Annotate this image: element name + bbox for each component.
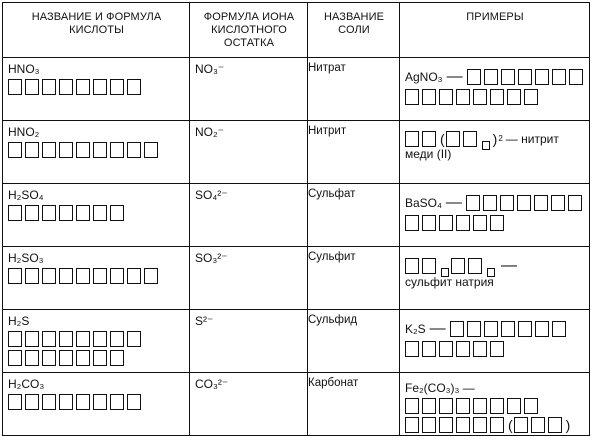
ion-cell — [190, 247, 308, 310]
answer-box[interactable] — [518, 69, 532, 85]
answer-boxes[interactable] — [451, 258, 485, 274]
answer-box[interactable] — [8, 350, 22, 366]
answer-box[interactable] — [25, 350, 39, 366]
subscript-box[interactable] — [441, 268, 449, 277]
acid-cell — [3, 310, 190, 373]
answer-box[interactable] — [552, 321, 566, 337]
answer-boxes[interactable] — [467, 69, 586, 85]
table-row — [3, 373, 590, 436]
answer-box[interactable] — [484, 69, 498, 85]
ion-cell — [190, 310, 308, 373]
answer-box[interactable] — [548, 417, 562, 433]
answer-boxes[interactable] — [8, 79, 185, 95]
answer-box[interactable] — [405, 417, 419, 433]
answer-boxes[interactable] — [405, 398, 585, 414]
answer-box[interactable] — [127, 79, 141, 95]
answer-box[interactable] — [468, 258, 482, 274]
answer-box[interactable] — [76, 331, 90, 347]
answer-box[interactable] — [93, 394, 107, 410]
answer-box[interactable] — [439, 341, 453, 357]
answer-box[interactable] — [8, 142, 22, 158]
answer-box[interactable] — [127, 394, 141, 410]
acid-salt-table — [2, 2, 590, 436]
answer-box[interactable] — [110, 268, 124, 284]
answer-box[interactable] — [422, 258, 436, 274]
answer-box[interactable] — [8, 268, 22, 284]
answer-box[interactable] — [450, 321, 464, 337]
answer-box[interactable] — [127, 331, 141, 347]
acid-cell — [3, 184, 190, 247]
answer-box[interactable] — [25, 331, 39, 347]
answer-box[interactable] — [490, 89, 504, 105]
answer-box[interactable] — [500, 195, 514, 211]
answer-box[interactable] — [76, 205, 90, 221]
salt-name: Карбонат — [308, 373, 400, 436]
answer-boxes[interactable] — [405, 215, 585, 231]
answer-box[interactable] — [405, 398, 419, 414]
answer-box[interactable] — [490, 417, 504, 433]
answer-box[interactable] — [467, 69, 481, 85]
answer-box[interactable] — [439, 398, 453, 414]
answer-box[interactable] — [456, 417, 470, 433]
acid-formula: H₂S — [8, 314, 30, 328]
answer-box[interactable] — [93, 350, 107, 366]
answer-box[interactable] — [501, 69, 515, 85]
answer-box[interactable] — [42, 205, 56, 221]
ion-cell — [190, 58, 308, 121]
answer-box[interactable] — [110, 205, 124, 221]
answer-box[interactable] — [93, 331, 107, 347]
acid-cell — [3, 373, 190, 436]
answer-box[interactable] — [59, 394, 73, 410]
ion-formula: SO₃²⁻ — [195, 251, 228, 265]
answer-box[interactable] — [524, 398, 538, 414]
answer-box[interactable] — [518, 321, 532, 337]
answer-boxes[interactable] — [8, 350, 185, 366]
ion-cell — [190, 373, 308, 436]
answer-box[interactable] — [110, 142, 124, 158]
answer-box[interactable] — [531, 417, 545, 433]
answer-box[interactable] — [76, 394, 90, 410]
answer-box[interactable] — [76, 79, 90, 95]
example-formula: BaSO₄ — [405, 196, 442, 210]
answer-box[interactable] — [405, 89, 419, 105]
salt-name: Нитрит — [308, 121, 400, 184]
acid-cell — [3, 121, 190, 184]
answer-box[interactable] — [467, 321, 481, 337]
answer-boxes[interactable] — [405, 417, 507, 433]
acid-formula: HNO₂ — [8, 125, 40, 139]
answer-boxes[interactable] — [514, 417, 565, 433]
answer-boxes[interactable] — [8, 394, 185, 410]
answer-box[interactable] — [446, 131, 460, 147]
ion-cell — [190, 184, 308, 247]
acid-formula: HNO₃ — [8, 62, 40, 76]
acid-formula: H₂SO₃ — [8, 251, 44, 265]
example-formula: Fe₂(CO₃)₃ — — [405, 381, 475, 395]
answer-box[interactable] — [451, 258, 465, 274]
answer-boxes[interactable] — [405, 131, 439, 147]
answer-box[interactable] — [25, 79, 39, 95]
ion-formula: S²⁻ — [195, 314, 214, 328]
salt-name: Сульфат — [308, 184, 400, 247]
answer-box[interactable] — [551, 195, 565, 211]
answer-boxes[interactable] — [450, 321, 569, 337]
answer-box[interactable] — [76, 268, 90, 284]
answer-box[interactable] — [8, 394, 22, 410]
answer-boxes[interactable] — [8, 331, 185, 347]
answer-box[interactable] — [42, 394, 56, 410]
answer-box[interactable] — [439, 417, 453, 433]
example-cell: AgNO₃ — — [400, 58, 590, 121]
answer-box[interactable] — [93, 79, 107, 95]
answer-box[interactable] — [552, 69, 566, 85]
answer-box[interactable] — [507, 89, 521, 105]
answer-box[interactable] — [490, 215, 504, 231]
header-ion: ФОРМУЛА ИОНА КИСЛОТНОГО ОСТАТКА — [190, 3, 308, 58]
answer-box[interactable] — [405, 215, 419, 231]
answer-box[interactable] — [490, 341, 504, 357]
answer-box[interactable] — [439, 89, 453, 105]
answer-box[interactable] — [456, 341, 470, 357]
answer-box[interactable] — [534, 195, 548, 211]
answer-box[interactable] — [93, 268, 107, 284]
header-examples: ПРИМЕРЫ — [400, 3, 590, 58]
example-cell: K₂S — — [400, 310, 590, 373]
answer-box[interactable] — [59, 205, 73, 221]
answer-box[interactable] — [524, 89, 538, 105]
answer-box[interactable] — [25, 394, 39, 410]
example-cell: Fe₂(CO₃)₃ — ( ) — [400, 373, 590, 436]
answer-box[interactable] — [59, 268, 73, 284]
answer-box[interactable] — [535, 321, 549, 337]
table-row — [3, 247, 590, 310]
salt-name: Сульфид — [308, 310, 400, 373]
answer-boxes[interactable] — [405, 89, 585, 105]
answer-box[interactable] — [76, 142, 90, 158]
answer-box[interactable] — [59, 331, 73, 347]
answer-box[interactable] — [456, 215, 470, 231]
answer-box[interactable] — [42, 268, 56, 284]
answer-box[interactable] — [422, 131, 436, 147]
answer-box[interactable] — [456, 398, 470, 414]
answer-box[interactable] — [473, 398, 487, 414]
answer-box[interactable] — [8, 205, 22, 221]
answer-box[interactable] — [110, 350, 124, 366]
answer-box[interactable] — [507, 398, 521, 414]
answer-box[interactable] — [439, 215, 453, 231]
answer-boxes[interactable] — [446, 131, 480, 147]
answer-box[interactable] — [93, 142, 107, 158]
answer-box[interactable] — [517, 195, 531, 211]
answer-box[interactable] — [59, 142, 73, 158]
answer-box[interactable] — [514, 417, 528, 433]
answer-box[interactable] — [59, 350, 73, 366]
ion-formula: SO₄²⁻ — [195, 188, 228, 202]
answer-box[interactable] — [422, 398, 436, 414]
example-cell: ( ) 2 — нитрит меди (II) — [400, 121, 590, 184]
answer-box[interactable] — [8, 331, 22, 347]
answer-box[interactable] — [144, 142, 158, 158]
answer-box[interactable] — [144, 268, 158, 284]
answer-box[interactable] — [473, 417, 487, 433]
header-acid: НАЗВАНИЕ И ФОРМУЛА КИСЛОТЫ — [3, 3, 190, 58]
answer-box[interactable] — [405, 258, 419, 274]
answer-box[interactable] — [422, 341, 436, 357]
answer-box[interactable] — [110, 394, 124, 410]
answer-boxes[interactable] — [405, 341, 585, 357]
answer-box[interactable] — [8, 79, 22, 95]
ion-formula: NO₃⁻ — [195, 62, 225, 76]
answer-box[interactable] — [422, 89, 436, 105]
acid-cell — [3, 247, 190, 310]
answer-box[interactable] — [473, 89, 487, 105]
answer-box[interactable] — [76, 350, 90, 366]
answer-box[interactable] — [483, 195, 497, 211]
answer-box[interactable] — [25, 268, 39, 284]
ion-formula: CO₃²⁻ — [195, 377, 229, 391]
answer-box[interactable] — [42, 142, 56, 158]
answer-boxes[interactable] — [8, 142, 185, 158]
table-row — [3, 121, 590, 184]
example-cell: — сульфит натрия — [400, 247, 590, 310]
example-cell: BaSO₄ — — [400, 184, 590, 247]
table-row — [3, 184, 590, 247]
answer-box[interactable] — [25, 205, 39, 221]
answer-boxes[interactable] — [8, 268, 185, 284]
example-suffix: — нитрит — [505, 132, 559, 146]
table-row — [3, 58, 590, 121]
ion-formula: NO₂⁻ — [195, 125, 224, 139]
table-row — [3, 310, 590, 373]
answer-box[interactable] — [484, 321, 498, 337]
example-name: меди (II) — [405, 147, 452, 161]
answer-box[interactable] — [42, 350, 56, 366]
example-formula: K₂S — [405, 322, 426, 336]
answer-box[interactable] — [127, 268, 141, 284]
answer-box[interactable] — [93, 205, 107, 221]
salt-name: Сульфит — [308, 247, 400, 310]
answer-box[interactable] — [473, 341, 487, 357]
subscript-box[interactable] — [487, 268, 495, 277]
answer-box[interactable] — [422, 417, 436, 433]
answer-box[interactable] — [568, 195, 582, 211]
subscript-box[interactable] — [482, 141, 490, 150]
answer-box[interactable] — [110, 331, 124, 347]
answer-box[interactable] — [25, 142, 39, 158]
salt-name: Нитрат — [308, 58, 400, 121]
answer-box[interactable] — [127, 142, 141, 158]
answer-box[interactable] — [473, 215, 487, 231]
answer-box[interactable] — [59, 79, 73, 95]
answer-box[interactable] — [501, 321, 515, 337]
answer-box[interactable] — [535, 69, 549, 85]
acid-formula: H₂CO₃ — [8, 377, 45, 391]
answer-box[interactable] — [42, 331, 56, 347]
answer-box[interactable] — [422, 215, 436, 231]
answer-box[interactable] — [405, 131, 419, 147]
ion-cell — [190, 121, 308, 184]
acid-formula: H₂SO₄ — [8, 188, 44, 202]
answer-box[interactable] — [466, 195, 480, 211]
header-salt: НАЗВАНИЕ СОЛИ — [308, 3, 400, 58]
answer-box[interactable] — [456, 89, 470, 105]
example-name: сульфит натрия — [405, 275, 494, 289]
answer-box[interactable] — [405, 341, 419, 357]
answer-box[interactable] — [463, 131, 477, 147]
answer-box[interactable] — [490, 398, 504, 414]
answer-boxes[interactable] — [466, 195, 585, 211]
answer-boxes[interactable] — [8, 205, 185, 221]
example-formula: AgNO₃ — [405, 70, 443, 84]
answer-box[interactable] — [569, 69, 583, 85]
answer-box[interactable] — [42, 79, 56, 95]
answer-boxes[interactable] — [405, 258, 439, 274]
answer-box[interactable] — [110, 79, 124, 95]
acid-cell — [3, 58, 190, 121]
